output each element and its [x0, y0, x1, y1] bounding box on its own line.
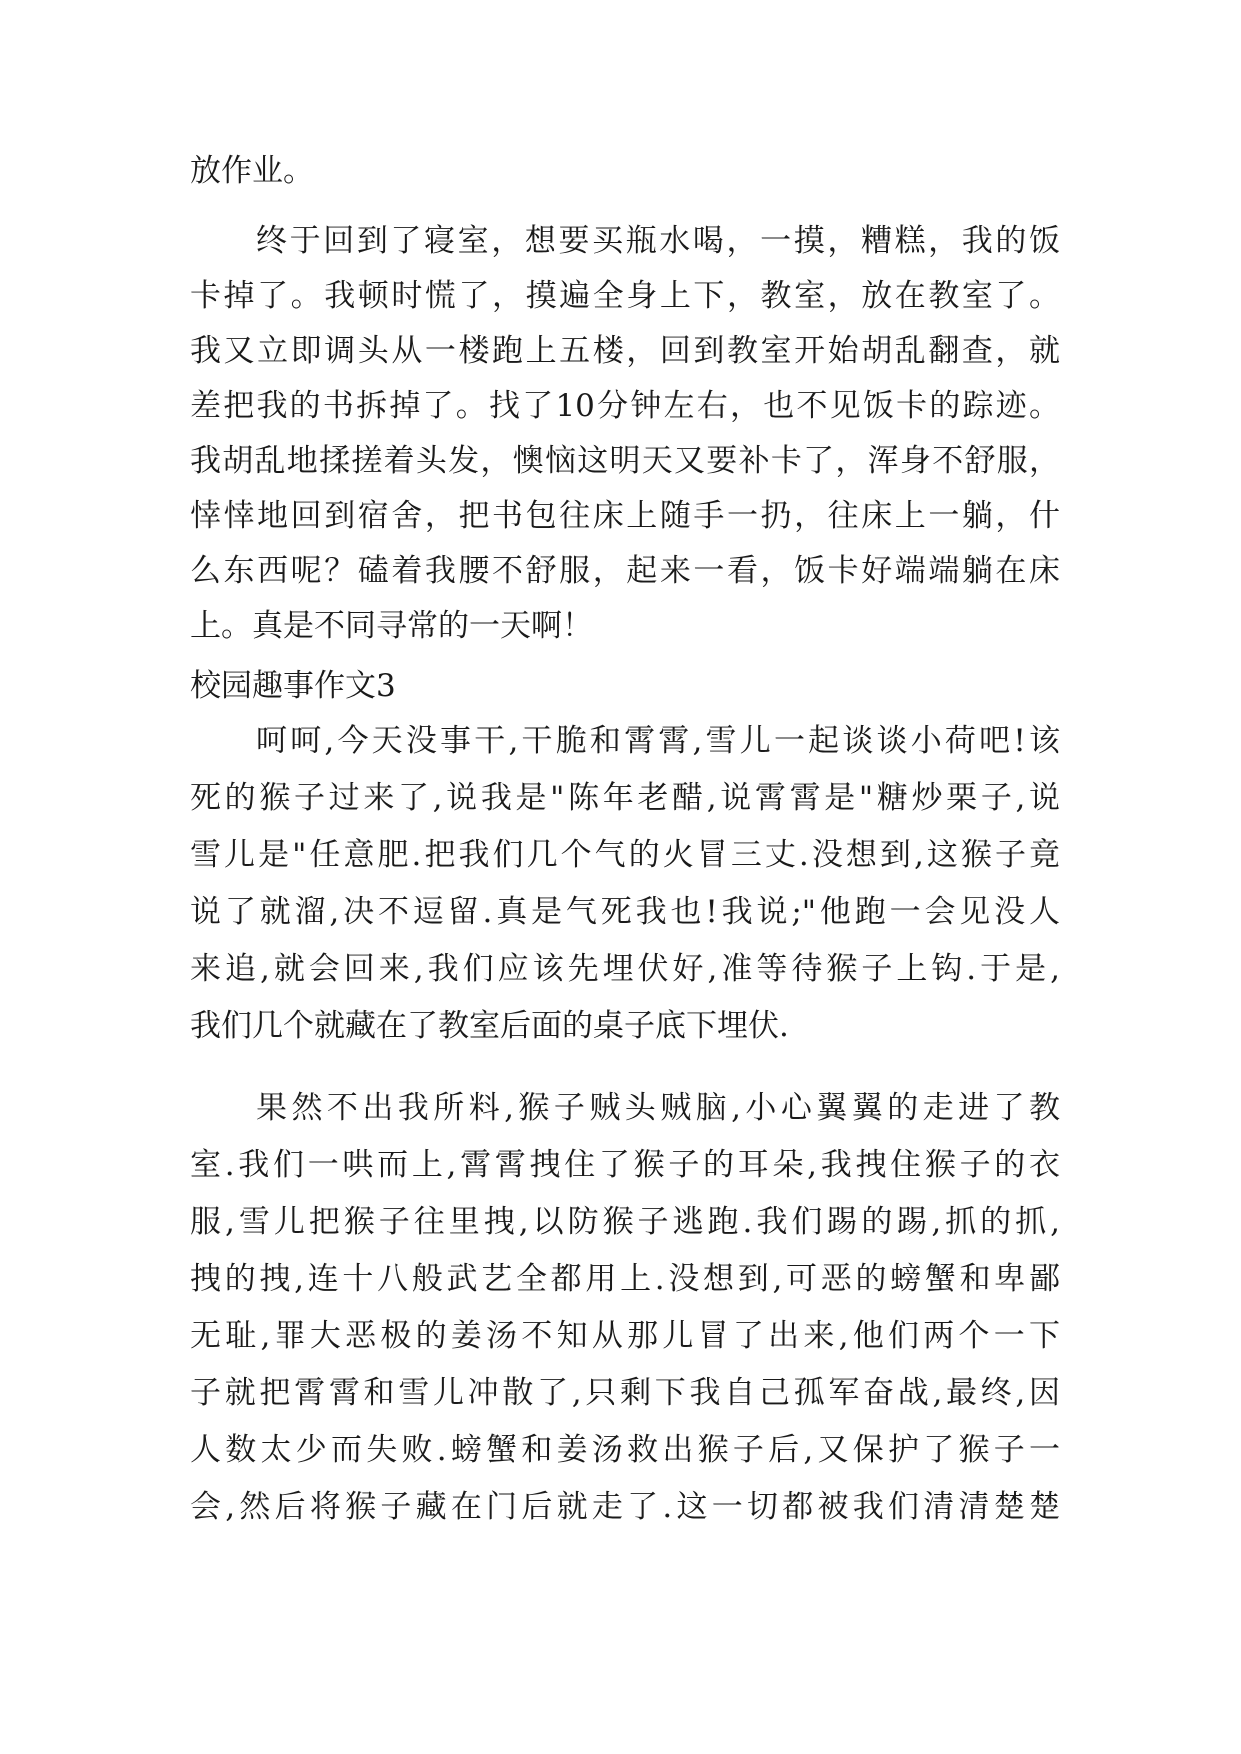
text-line: 死的猴子过来了,说我是"陈年老醋,说霄霄是"糖炒栗子,说 — [190, 780, 1060, 816]
text-line: 拽的拽,连十八般武艺全都用上.没想到,可恶的螃蟹和卑鄙 — [190, 1261, 1060, 1297]
text-line: 差把我的书拆掉了。找了10分钟左右，也不见饭卡的踪迹。 — [190, 388, 1060, 424]
section-heading: 校园趣事作文3 — [190, 668, 396, 704]
text-line: 悻悻地回到宿舍，把书包往床上随手一扔，往床上一躺，什 — [190, 498, 1060, 534]
text-line: 会,然后将猴子藏在门后就走了.这一切都被我们清清楚楚 — [190, 1489, 1060, 1525]
text-line: 我们几个就藏在了教室后面的桌子底下埋伏. — [190, 1008, 789, 1044]
text-line: 我又立即调头从一楼跑上五楼，回到教室开始胡乱翻查，就 — [190, 333, 1060, 369]
text-line: 么东西呢？磕着我腰不舒服，起来一看，饭卡好端端躺在床 — [190, 553, 1060, 589]
text-line: 室.我们一哄而上,霄霄拽住了猴子的耳朵,我拽住猴子的衣 — [190, 1147, 1060, 1183]
text-line: 人数太少而失败.螃蟹和姜汤救出猴子后,又保护了猴子一 — [190, 1432, 1060, 1468]
text-line: 子就把霄霄和雪儿冲散了,只剩下我自己孤军奋战,最终,因 — [190, 1375, 1060, 1411]
text-line: 说了就溜,决不逗留.真是气死我也!我说;"他跑一会见没人 — [190, 894, 1060, 930]
text-line: 我胡乱地揉搓着头发，懊恼这明天又要补卡了，浑身不舒服， — [190, 443, 1060, 479]
text-line: 无耻,罪大恶极的姜汤不知从那儿冒了出来,他们两个一下 — [190, 1318, 1060, 1354]
text-line: 服,雪儿把猴子往里拽,以防猴子逃跑.我们踢的踢,抓的抓, — [190, 1204, 1060, 1240]
text-line: 放作业。 — [190, 153, 314, 189]
text-line: 来追,就会回来,我们应该先埋伏好,准等待猴子上钩.于是, — [190, 951, 1060, 987]
text-line: 卡掉了。我顿时慌了，摸遍全身上下，教室，放在教室了。 — [190, 278, 1060, 314]
text-line: 上。真是不同寻常的一天啊！ — [190, 608, 593, 644]
text-line: 雪儿是"任意肥.把我们几个气的火冒三丈.没想到,这猴子竟 — [190, 837, 1060, 873]
text-line: 果然不出我所料,猴子贼头贼脑,小心翼翼的走进了教 — [256, 1090, 1060, 1126]
text-line: 终于回到了寝室，想要买瓶水喝，一摸，糟糕，我的饭 — [256, 223, 1060, 259]
text-line: 呵呵,今天没事干,干脆和霄霄,雪儿一起谈谈小荷吧!该 — [256, 723, 1060, 759]
